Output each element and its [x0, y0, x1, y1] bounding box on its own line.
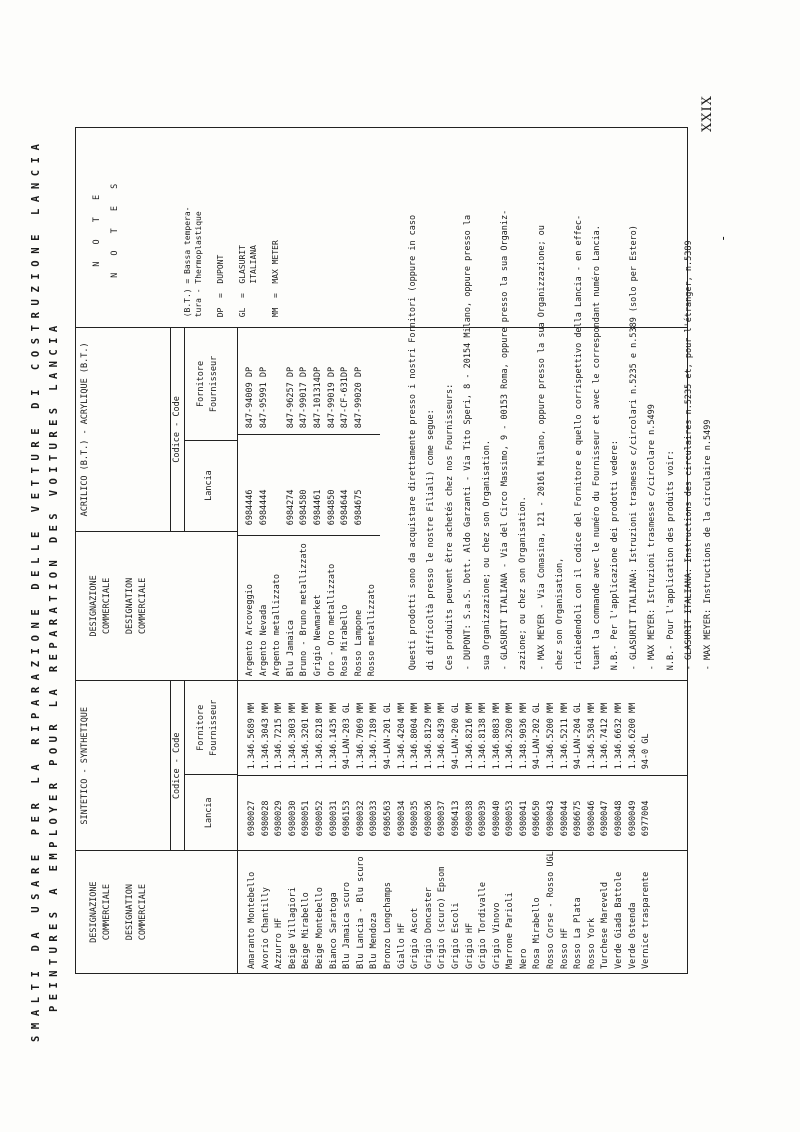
- acrylic-note-line: [259, 128, 270, 317]
- stray-mark: -: [716, 234, 730, 242]
- synthetic-supplier-code: 1.346.3003 MM: [287, 702, 298, 770]
- synthetic-color-name: Beige Villagiori: [287, 887, 298, 969]
- designazione-label-2: DESIGNAZIONE: [89, 575, 99, 637]
- note-line: richiedendoli con il codice del Fornitore e quello corrispettivo della Lancia - en effec-: [573, 214, 584, 671]
- synthetic-color-name: Grigio Vinovo: [491, 902, 502, 969]
- synthetic-color-name: Blu Mendoza: [369, 912, 380, 969]
- synthetic-supplier-code: 1.346.8439 MM: [437, 702, 448, 770]
- acrylic-notes: [182, 128, 281, 327]
- synthetic-lancia-code: 6980032: [355, 800, 366, 837]
- acrylic-lancia-code: 6984461: [312, 489, 323, 526]
- acrylic-note-line: [204, 128, 215, 317]
- acrylic-supplier-code: 847-99017 DP: [299, 366, 310, 429]
- acrylic-lancia-col: [238, 435, 380, 536]
- synthetic-lancia-code: 6977004: [641, 800, 652, 837]
- synthetic-color-name: Azzurro HF: [274, 917, 285, 969]
- synthetic-color-name: Turchese Mareveld: [600, 882, 611, 969]
- commerciale-fr-label: COMMERCIALE: [138, 884, 148, 941]
- synthetic-color-name: Rosso La Plata: [573, 897, 584, 969]
- synthetic-color-name: Beige Mirabello: [301, 892, 312, 969]
- synthetic-supplier-code: 1.346.3201 MM: [301, 702, 312, 770]
- acrylic-lancia-code: 6984444: [258, 489, 269, 526]
- synthetic-color-name: Marrone Parioli: [505, 892, 516, 969]
- synthetic-color-name: Grigio Escoli: [450, 902, 461, 969]
- synthetic-lancia-code: 6980038: [464, 800, 475, 837]
- synthetic-supplier-code: 1.346.8216 MM: [464, 702, 475, 770]
- synthetic-color-name: Nero: [518, 948, 529, 969]
- synthetic-lancia-code: 6986650: [532, 800, 543, 837]
- acrylic-note-line: tura - Thermoplastique: [194, 211, 203, 318]
- acrylic-lancia-code: [271, 435, 285, 525]
- synthetic-supplier-code: 94-LAN-201 GL: [382, 702, 393, 770]
- acrylic-supplier-code: 847-99020 DP: [353, 366, 364, 429]
- synthetic-lancia-code: 6980037: [437, 800, 448, 837]
- acrylic-lancia-code: [366, 435, 380, 525]
- synthetic-lancia-code: 6986563: [382, 800, 393, 837]
- synthetic-supplier-code: 94-LAN-203 GL: [342, 702, 353, 770]
- synthetic-color-name: Vernice trasparente: [641, 871, 652, 969]
- synthetic-lancia-code: 6980030: [287, 800, 298, 837]
- acrylic-color-name: Rosa Mirabello: [340, 604, 351, 677]
- purchase-notes: [404, 150, 717, 680]
- synthetic-supplier-code: 1.346.4204 MM: [396, 702, 407, 770]
- synthetic-color-name: Blu Jamaica scuro: [342, 882, 353, 969]
- synthetic-color-name: Rosa Mirabello: [532, 897, 543, 969]
- note-line: zazione; ou chez son Organisation.: [518, 496, 529, 671]
- synthetic-lancia-code: 6980029: [274, 800, 285, 837]
- lancia-label-2: Lancia: [185, 440, 237, 531]
- acrylic-names-col: [238, 536, 380, 680]
- synthetic-supplier-code: 1.346.7412 MM: [600, 702, 611, 770]
- synthetic-lancia-code: 6980034: [396, 800, 407, 837]
- synthetic-supplier-code: 1.346.8138 MM: [478, 702, 489, 770]
- synthetic-lancia-col: [238, 776, 688, 851]
- designation-header-2: [76, 531, 238, 681]
- acrylic-lancia-code: 6984446: [245, 489, 255, 526]
- commerciale-label-2: COMMERCIALE: [102, 577, 112, 635]
- acrylic-supplier-col: [238, 328, 380, 435]
- synthetic-color-name: Rosso HF: [559, 928, 570, 969]
- synthetic-header: [76, 681, 171, 851]
- code-label-2: Codice - Code: [172, 396, 182, 463]
- acrylic-note-line: ITALIANA: [249, 245, 258, 318]
- synthetic-supplier-code: 1.346.8129 MM: [423, 702, 434, 770]
- paint-table: [75, 127, 713, 974]
- acrylic-lancia-code: 6984644: [340, 489, 351, 526]
- synthetic-lancia-code: 6980053: [505, 800, 516, 837]
- note-line: - MAX MEYER - Via Comasina, 121 - 20161 Milano, oppure presso la sua Organizzazione; ou: [536, 225, 547, 671]
- synthetic-lancia-code: 6986153: [342, 800, 353, 837]
- code-subheader-2: [171, 328, 238, 531]
- synthetic-lancia-code: 6980027: [247, 800, 257, 837]
- acrylic-label: ACRILICO (B.T.) - ACRYLIQUE (B.T.): [80, 342, 90, 517]
- synthetic-supplier-code: 1.346.7189 MM: [369, 702, 380, 770]
- acrylic-note-line: MM = MAX METER: [271, 240, 280, 318]
- synthetic-color-name: Beige Montebello: [314, 887, 325, 969]
- acrylic-supplier-code: 847-95991 DP: [258, 366, 269, 429]
- synthetic-color-name: Verde Ostenda: [627, 902, 638, 969]
- synthetic-color-name: Bianco Saratoga: [328, 892, 339, 969]
- acrylic-supplier-code: 847-96257 DP: [285, 366, 296, 429]
- note-line: sua Organizzazione; ou chez son Organisation.: [481, 440, 492, 671]
- note-line: tuant la commande avec le numéro du Fournisseur et avec le correspondant numéro Lancia.: [592, 225, 603, 671]
- acrylic-color-name: Rosso metallizzato: [367, 584, 378, 677]
- synthetic-color-name: Grigio (scuro) Epsom: [437, 866, 448, 969]
- designation-header: [76, 851, 238, 974]
- title-italian: SMALTI DA USARE PER LA RIPARAZIONE DELLE VETTURE DI COSTRUZIONE LANCIA: [30, 137, 42, 1042]
- acrylic-supplier-code: [366, 328, 380, 428]
- synthetic-lancia-code: 6980047: [600, 800, 611, 837]
- acrylic-supplier-code: 847-94009 DP: [245, 366, 255, 429]
- designation-fr-label: DESIGNATION: [125, 884, 135, 941]
- acrylic-supplier-code: 847-101314DP: [312, 366, 323, 429]
- acrylic-header: [76, 328, 171, 531]
- synthetic-color-name: Avorio Chantilly: [260, 887, 271, 969]
- note-line: Ces produits peuvent être achetés chez nos Fournisseurs:: [444, 383, 455, 671]
- code-subheader: [171, 681, 238, 851]
- synthetic-supplier-code: 1.346.5200 MM: [546, 702, 557, 770]
- note-line: di difficoltà presso le nostre Filiali) come segue:: [426, 409, 437, 671]
- acrylic-color-name: Argento Nevada: [258, 604, 269, 677]
- synthetic-color-name: Amaranto Montebello: [247, 871, 257, 969]
- acrylic-color-name: Grigio Newmarket: [312, 594, 323, 677]
- synthetic-supplier-code: 1.346.1435 MM: [328, 702, 339, 770]
- synthetic-lancia-code: 6980031: [328, 800, 339, 837]
- note-line: N.B.- Per l'applicazione dei prodotti vedere:: [610, 440, 621, 671]
- acrylic-note-line: GL = GLASURIT: [238, 245, 247, 318]
- acrylic-color-name: Rosso Lampone: [353, 609, 364, 677]
- synthetic-supplier-code: 1.346.8218 MM: [314, 702, 325, 770]
- acrylic-note-line: [226, 128, 237, 317]
- synthetic-supplier-code: 94-0 GL: [641, 733, 652, 770]
- title-french: PEINTURES A EMPLOYER POUR LA REPARATION DES VOITURES LANCIA: [48, 320, 60, 1012]
- acrylic-supplier-code: 847-99019 DP: [326, 366, 337, 429]
- synthetic-supplier-code: 1.348.9036 MM: [518, 702, 529, 770]
- note-line: chez son Organisation,: [555, 557, 566, 671]
- synthetic-lancia-code: 6980036: [423, 800, 434, 837]
- commerciale-fr-label-2: COMMERCIALE: [138, 577, 148, 635]
- note-line: - MAX MEYER: Istruzioni trasmesse c/circolare n.5499: [647, 404, 658, 671]
- acrylic-color-name: Argento metallizzato: [272, 573, 283, 677]
- synthetic-supplier-code: 1.346.5689 MM: [247, 702, 257, 770]
- page-number: XXIX: [700, 95, 715, 132]
- note-line: - GLASURIT ITALIANA - Via del Circo Massimo, 9 - 00153 Roma, oppure presso la sua Organiz-: [500, 209, 511, 671]
- synthetic-color-name: Verde Giada Battole: [614, 871, 625, 969]
- supplier-label-2: Fornitore Fournisseur: [196, 355, 219, 413]
- synthetic-lancia-code: 6980052: [314, 800, 325, 837]
- code-label: Codice - Code: [172, 732, 182, 800]
- synthetic-lancia-code: 6980043: [546, 800, 557, 837]
- note-line: - MAX MEYER: Instructions de la circulaire n.5499: [702, 419, 713, 671]
- synthetic-lancia-code: 6986413: [450, 800, 461, 837]
- designazione-label: DESIGNAZIONE: [89, 881, 99, 943]
- synthetic-supplier-code: 1.346.5304 MM: [586, 702, 597, 770]
- commerciale-label: COMMERCIALE: [102, 884, 112, 941]
- acrylic-supplier-code: 847-CF-631DP: [340, 366, 351, 429]
- lancia-label: Lancia: [185, 774, 237, 850]
- synthetic-color-name: Grigio Ascot: [410, 907, 421, 969]
- synthetic-supplier-code: 1.346.8004 MM: [410, 702, 421, 770]
- synthetic-color-name: Grigio Doncaster: [423, 887, 434, 969]
- synthetic-supplier-code: 1.346.3043 MM: [260, 702, 271, 770]
- note-line: N.B.- Pour l'application des produits voir:: [665, 450, 676, 671]
- synthetic-lancia-code: 6980041: [518, 800, 529, 837]
- designation-fr-label-2: DESIGNATION: [125, 577, 135, 635]
- synthetic-lancia-code: 6980046: [586, 800, 597, 837]
- notes-title-fr: N O T E S: [110, 177, 120, 278]
- synthetic-supplier-code: 1.346.8083 MM: [491, 702, 502, 770]
- synthetic-color-name: Blu Lancia - Blu scuro: [355, 856, 366, 969]
- synthetic-color-name: Grigio Tordivalle: [478, 882, 489, 969]
- synthetic-lancia-code: 6980035: [410, 800, 421, 837]
- synthetic-color-name: Bronzo Longchamps: [382, 882, 393, 969]
- synthetic-supplier-code: 94-LAN-200 GL: [450, 702, 461, 770]
- synthetic-color-name: Grigio HF: [464, 922, 475, 969]
- synthetic-color-name: Rosso York: [586, 917, 597, 969]
- synthetic-supplier-code: 1.346.7069 MM: [355, 702, 366, 770]
- acrylic-note-line: DP = DUPONT: [216, 254, 225, 318]
- synthetic-color-name: Giallo HF: [396, 922, 407, 969]
- synthetic-supplier-code: 1.346.3200 MM: [505, 702, 516, 770]
- synthetic-supplier-code: 94-LAN-202 GL: [532, 702, 543, 770]
- synthetic-lancia-code: 6986675: [573, 800, 584, 837]
- acrylic-lancia-code: 6984580: [299, 489, 310, 526]
- acrylic-color-name: Oro - Oro metallizzato: [326, 563, 337, 677]
- note-line: - DUPONT: S.a.S. Dott. Aldo Garzanti - Via Tito Speri, 8 - 20154 Milano, oppure presso la: [463, 214, 474, 671]
- synthetic-lancia-code: 6980040: [491, 800, 502, 837]
- synthetic-lancia-code: 6980048: [614, 800, 625, 837]
- synthetic-names-col: [238, 851, 688, 974]
- note-title-it: N O T E: [92, 188, 102, 267]
- synthetic-color-name: Rosso Corse - Rosso UGL: [546, 851, 557, 969]
- acrylic-lancia-code: 6984274: [285, 489, 296, 526]
- acrylic-color-name: Blu Jamaica: [285, 620, 296, 677]
- synthetic-supplier-code: 1.346.7215 MM: [274, 702, 285, 770]
- synthetic-supplier-code: 94-LAN-204 GL: [573, 702, 584, 770]
- note-line: Questi prodotti sono da acquistare direttamente presso i nostri Fornitori (oppure in caso: [408, 214, 418, 671]
- synthetic-lancia-code: 6980033: [369, 800, 380, 837]
- acrylic-color-name: Argento Arcoveggio: [245, 584, 255, 677]
- synthetic-lancia-code: 6980051: [301, 800, 312, 837]
- acrylic-lancia-code: 6984675: [353, 489, 364, 526]
- acrylic-supplier-code: [271, 328, 285, 428]
- note-line: - GLASURIT ITALIANA: Istruzioni trasmesse c/circolari n.5235 e n.5389 (solo per Estero): [628, 225, 639, 671]
- acrylic-lancia-code: 6984850: [326, 489, 337, 526]
- synthetic-supplier-code: 1.346.6632 MM: [614, 702, 625, 770]
- synthetic-supplier-code: 1.346.5211 MM: [559, 702, 570, 770]
- acrylic-color-name: Bruno - Bruno metallizzato: [299, 543, 310, 677]
- supplier-label: Fornitore Fournisseur: [196, 699, 219, 756]
- synthetic-lancia-code: 6980028: [260, 800, 271, 837]
- synthetic-label: SINTETICO - SYNTHETIQUE: [80, 706, 90, 825]
- acrylic-note-line: (B.T.) = Bassa tempera-: [183, 206, 192, 318]
- synthetic-supplier-col: [238, 681, 688, 776]
- synthetic-supplier-code: 1.346.6200 MM: [627, 702, 638, 770]
- synthetic-lancia-code: 6980044: [559, 800, 570, 837]
- note-line: - GLASURIT ITALIANA: Instructions des circulaires n.5235 et, pour l'étranger, n.5389: [684, 240, 695, 671]
- synthetic-lancia-code: 6980039: [478, 800, 489, 837]
- synthetic-lancia-code: 6980049: [627, 800, 638, 837]
